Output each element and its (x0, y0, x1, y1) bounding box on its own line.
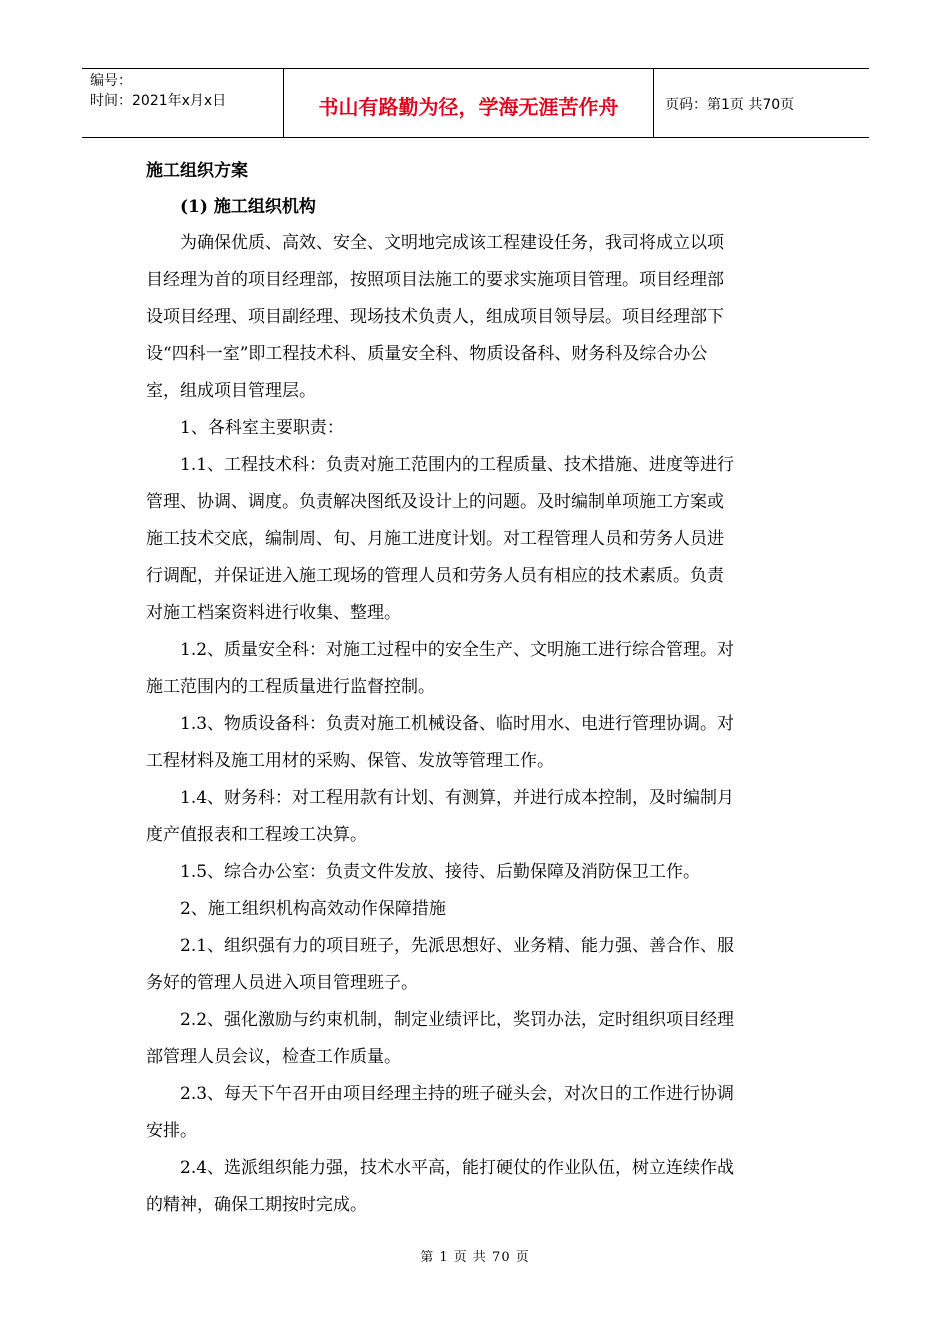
document-body (146, 153, 806, 1224)
body-line: 1、各科室主要职责： (180, 418, 344, 438)
body-line: 行调配，并保证进入施工现场的管理人员和劳务人员有相应的技术素质。负责 (146, 566, 724, 586)
body-line: 务好的管理人员进入项目管理班子。 (146, 973, 418, 993)
document-date: 时间：2021年x月x日 (90, 93, 227, 109)
body-line: 的精神，确保工期按时完成。 (146, 1195, 367, 1215)
body-line: 2.1、组织强有力的项目班子，先派思想好、业务精、能力强、善合作、服 (180, 936, 735, 956)
body-line: 施工范围内的工程质量进行监督控制。 (146, 677, 435, 697)
body-line: 设“四科一室”即工程技术科、质量安全科、物质设备科、财务科及综合办公 (146, 344, 708, 364)
header-motto: 书山有路勤为径，学海无涯苦作舟 (284, 69, 654, 137)
body-line: 2.2、强化激励与约束机制，制定业绩评比，奖罚办法，定时组织项目经理 (180, 1010, 735, 1030)
document-number-label: 编号： (90, 73, 132, 89)
body-text (146, 225, 806, 1224)
body-line: 1.3、物质设备科：负责对施工机械设备、临时用水、电进行管理协调。对 (180, 714, 735, 734)
body-line: 1.1、工程技术科：负责对施工范围内的工程质量、技术措施、进度等进行 (180, 455, 735, 475)
body-line: 管理、协调、调度。负责解决图纸及设计上的问题。及时编制单项施工方案或 (146, 492, 724, 512)
body-line: 2、施工组织机构高效动作保障措施 (180, 899, 446, 919)
body-line: 1.5、综合办公室：负责文件发放、接待、后勤保障及消防保卫工作。 (180, 862, 701, 882)
body-line: 1.2、质量安全科：对施工过程中的安全生产、文明施工进行综合管理。对 (180, 640, 735, 660)
body-line: 2.4、选派组织能力强，技术水平高，能打硬仗的作业队伍，树立连续作战 (180, 1158, 735, 1178)
header-meta (82, 69, 284, 137)
body-line: 目经理为首的项目经理部，按照项目法施工的要求实施项目管理。项目经理部 (146, 270, 724, 290)
body-line: 为确保优质、高效、安全、文明地完成该工程建设任务，我司将成立以项 (180, 233, 724, 253)
body-line: 部管理人员会议，检查工作质量。 (146, 1047, 401, 1067)
section-heading: (1) 施工组织机构 (180, 197, 316, 217)
body-line: 度产值报表和工程竣工决算。 (146, 825, 367, 845)
body-line: 室，组成项目管理层。 (146, 381, 316, 401)
page-footer: 第 1 页 共 70 页 (420, 1250, 530, 1265)
body-line: 施工技术交底，编制周、旬、月施工进度计划。对工程管理人员和劳务人员进 (146, 529, 724, 549)
body-line: 2.3、每天下午召开由项目经理主持的班子碰头会，对次日的工作进行协调 (180, 1084, 735, 1104)
page-header (82, 68, 869, 138)
document-title: 施工组织方案 (146, 161, 248, 181)
body-line: 工程材料及施工用材的采购、保管、发放等管理工作。 (146, 751, 554, 771)
body-line: 对施工档案资料进行收集、整理。 (146, 603, 401, 623)
header-page-info: 页码：第1页 共70页 (665, 97, 795, 113)
body-line: 安排。 (146, 1121, 197, 1141)
body-line: 设项目经理、项目副经理、现场技术负责人，组成项目领导层。项目经理部下 (146, 307, 724, 327)
body-line: 1.4、财务科：对工程用款有计划、有测算，并进行成本控制，及时编制月 (180, 788, 735, 808)
